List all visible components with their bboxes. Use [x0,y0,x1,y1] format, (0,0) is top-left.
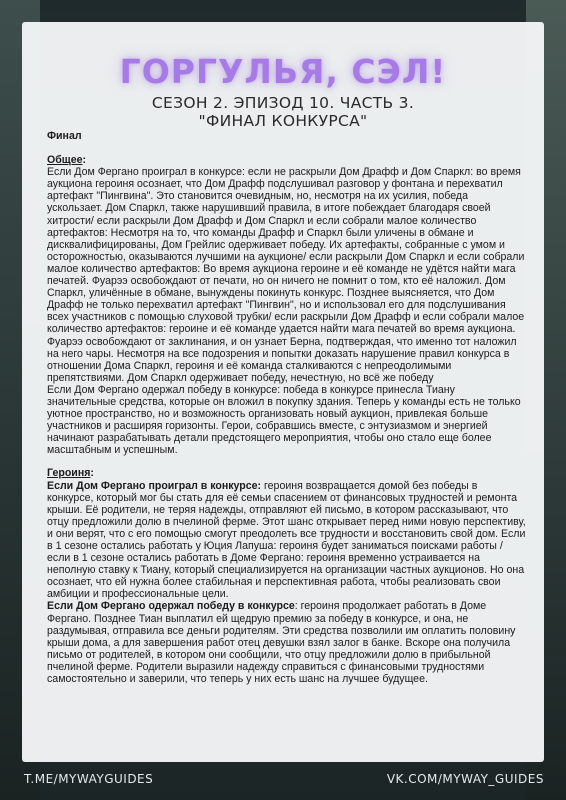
guide-body [47,130,526,685]
general-heading: Общее [47,154,83,167]
page-title: ГОРГУЛЬЯ, СЭЛ! [119,52,447,91]
content-card [22,22,544,762]
heroine-lose-label: Если Дом Фергано проиграл в конкурсе: [47,479,262,492]
heroine-win-label: Если Дом Фергано одержал победу в конкурсе [47,600,295,613]
section-label: Финал [47,130,82,142]
heroine-heading: Героиня [47,467,91,480]
episode-subtitle [22,94,544,130]
general-paragraph-lose: Если Дом Фергано проиграл в конкурсе: если не раскрыли Дом Драфф и Дом Спаркл: во время аукциона героиня осознает, что Дом Драфф подслушивал разговор у фонтана и перехватил артефакт "Пингвина". Это становится очевидным, но, несмотря на их усилия, победа ускользает. Дом Спаркл, также нарушивший правила, в итоге побеждает благодаря своей хитрости/ если раскрыли Дом Драфф и Дом Спаркл и если собрали малое количество артефактов: Несмотря на то, что команды Драфф и Спаркл были уличены в обмане и дисквалифицированы, Дом Грейлис одерживает победу. Их артефакты, собранные с умом и осторожностью, оказываются лучшими на аукционе/ если раскрыли Дом Спаркл и если собрали малое количество артефактов: Во время аукциона героине и её команде не удётся найти мага печатей. Фуарээ освобождают от печати, но он ничего не помнит о том, кто её наложил. Дом Спаркл, уличённые в обмане, вынуждены покинуть конкурс. Позднее выясняется, что Дом Драфф не только перехватил артефакт "Пингвин", но и использовал его для подслушивания всех участников с помощью слуховой трубки/ если раскрыли Дом Драфф и если собрали малое количество артефактов: героине и её команде удается найти мага печатей во время аукциона. Фуарээ освобождают от заклинания, и он узнает Берна, подтверждая, что именно тот наложил на него чары. Несмотря на все подозрения и попытки доказать нарушение правил конкурса в отношении Дома Спаркл, героиня и её команда сталкиваются с непреодолимыми препятствиями. Дом Спаркл одерживает победу, нечестную, но всё же победу [47,166,525,384]
heroine-win-text: : героиня продолжает работать в Доме Фергано. Позднее Тиан выплатил ей щедрую премию за победу в конкурсе, и она, не раздумывая, отправила все деньги родителям. Эти средства позволили им оплатить половину крыши дома, а для завершения работ отец девушки взял залог в банке. Вскоре она получила письмо от родителей, в котором они сообщили, что отцу предложили долю в прибыльной пчелиной ферме. Родители выразили надежду справиться с финансовыми трудностями самостоятельно и заверили, что теперь у них есть шанс на лучшее будущее. [47,600,516,686]
telegram-link[interactable]: T.ME/MYWAYGUIDES [24,772,154,786]
subtitle-line-name: "ФИНАЛ КОНКУРСА" [198,112,368,130]
heroine-paragraph-lose [47,480,526,601]
vk-link[interactable]: VK.COM/MYWAY_GUIDES [386,772,544,786]
heroine-lose-text: героиня возвращается домой без победы в конкурсе, который мог бы стать для её семьи спасением от финансовых трудностей и ремонта крыши. Её родители, не теряя надежды, отправляют ей письмо, в котором рассказывают, что отцу предложили долю в пчелиной ферме. Этот шанс открывает перед ними новую перспективу, и они верят, что с его помощью смогут преодолеть все трудности и восстановить свой дом. Если в 1 сезоне остались работать у Юция Лапуша: героиня будет заниматься поисками работы / если в 1 сезоне остались работать в Доме Фергано: героиня временно устраивается на неполную ставку к Тиану, который специализируется на организации частных аукционов. Но она осознает, что ей нужна более стабильная и перспективная работа, чтобы реализовать свои амбиции и профессиональные цели. [47,479,526,601]
general-heading-line: Общее: [47,154,87,167]
heroine-paragraph-win [47,600,526,685]
heroine-heading-line: Героиня: [47,467,94,480]
general-paragraph-win: Если Дом Фергано одержал победу в конкурсе: победа в конкурсе принесла Тиану значительные средства, которые он вложил в покупку здания. Теперь у команды есть не только уютное пространство, но и возможность организовать новый аукцион, привлекая больше участников и расширяя горизонты. Герои, собравшись вместе, с энтузиазмом и энергией начинают разрабатывать детали предстоящего мероприятия, чтобы оно стало еще более масштабным и успешным. [47,383,521,457]
subtitle-line-episode: СЕЗОН 2. ЭПИЗОД 10. ЧАСТЬ 3. [151,94,415,112]
